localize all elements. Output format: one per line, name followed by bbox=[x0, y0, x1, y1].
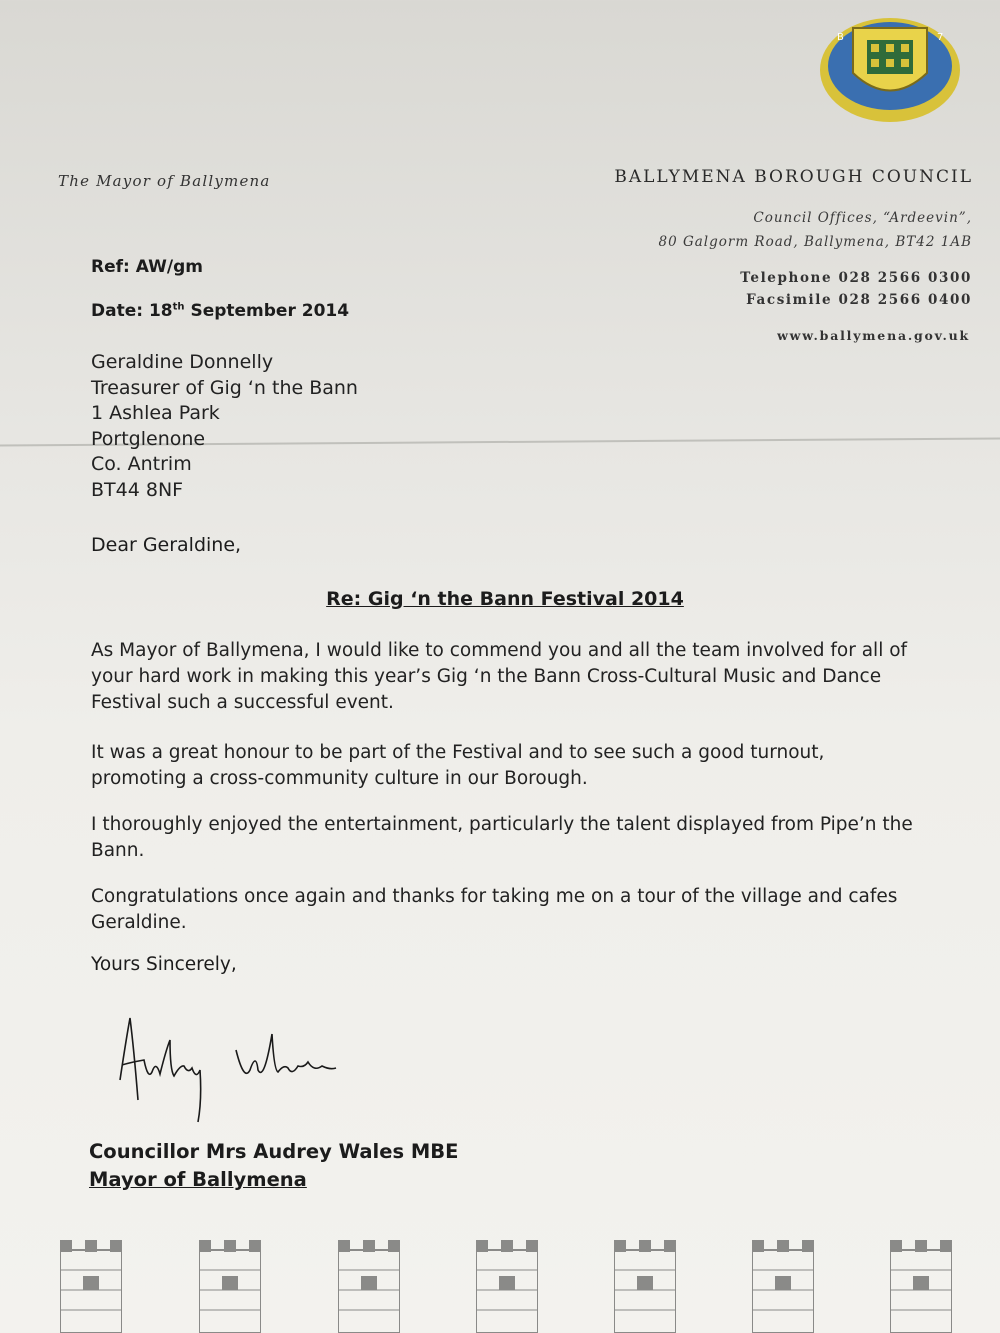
date-rest: September 2014 bbox=[184, 301, 350, 321]
recipient-role: Treasurer of Gig ‘n the Bann bbox=[91, 376, 358, 399]
letter-date bbox=[91, 301, 349, 321]
subject-line: Re: Gig ‘n the Bann Festival 2014 bbox=[326, 588, 684, 610]
tower-icon bbox=[199, 1240, 261, 1333]
body-paragraph: As Mayor of Ballymena, I would like to commend you and all the team involved for all of your hard work in making this year’s Gig ‘n the Bann Cross-Cultural Music and Dance Festival such a successful event. bbox=[91, 640, 908, 713]
facsimile: Facsimile 028 2566 0400 bbox=[746, 292, 972, 308]
tower-icon bbox=[338, 1240, 400, 1333]
council-crest-logo bbox=[815, 18, 965, 126]
council-name: BALLYMENA BOROUGH COUNCIL bbox=[614, 167, 973, 187]
tower-icon bbox=[614, 1240, 676, 1333]
telephone: Telephone 028 2566 0300 bbox=[740, 270, 972, 286]
tower-border bbox=[0, 1240, 1000, 1333]
tower-icon bbox=[476, 1240, 538, 1333]
recipient-street: 1 Ashlea Park bbox=[91, 402, 220, 424]
recipient-county: Co. Antrim bbox=[91, 453, 192, 475]
body-paragraph: It was a great honour to be part of the Festival and to see such a good turnout, promoting a cross-community culture in our Borough. bbox=[91, 742, 825, 789]
crest-letter-7: 7 bbox=[937, 32, 944, 43]
body-paragraph: Congratulations once again and thanks for taking me on a tour of the village and cafes Geraldine. bbox=[91, 886, 898, 933]
recipient-town: Portglenone bbox=[91, 427, 206, 450]
recipient-name: Geraldine Donnelly bbox=[91, 351, 274, 373]
website: www.ballymena.gov.uk bbox=[777, 328, 970, 343]
address-line-1: Council Offices, “Ardeevin”, bbox=[753, 210, 972, 226]
recipient-postcode: BT44 8NF bbox=[91, 478, 184, 501]
date-prefix: Date: 18 bbox=[91, 301, 173, 321]
address-line-2: 80 Galgorm Road, Ballymena, BT42 1AB bbox=[658, 234, 972, 250]
mayor-heading: The Mayor of Ballymena bbox=[58, 172, 271, 190]
crest-letter-b: B bbox=[837, 32, 844, 43]
closing: Yours Sincerely, bbox=[91, 954, 237, 975]
date-ordinal: th bbox=[172, 301, 185, 313]
tower-icon bbox=[60, 1240, 122, 1333]
tower-icon bbox=[752, 1240, 814, 1333]
body-paragraph: I thoroughly enjoyed the entertainment, particularly the talent displayed from Pipe’n the Bann. bbox=[91, 814, 913, 861]
handwritten-signature bbox=[108, 1010, 358, 1130]
tower-icon bbox=[890, 1240, 952, 1333]
greeting: Dear Geraldine, bbox=[91, 534, 242, 556]
recipient-address bbox=[91, 350, 358, 503]
signatory-title: Mayor of Ballymena bbox=[89, 1168, 307, 1191]
signatory-name: Councillor Mrs Audrey Wales MBE bbox=[89, 1140, 459, 1163]
reference: Ref: AW/gm bbox=[91, 257, 203, 277]
